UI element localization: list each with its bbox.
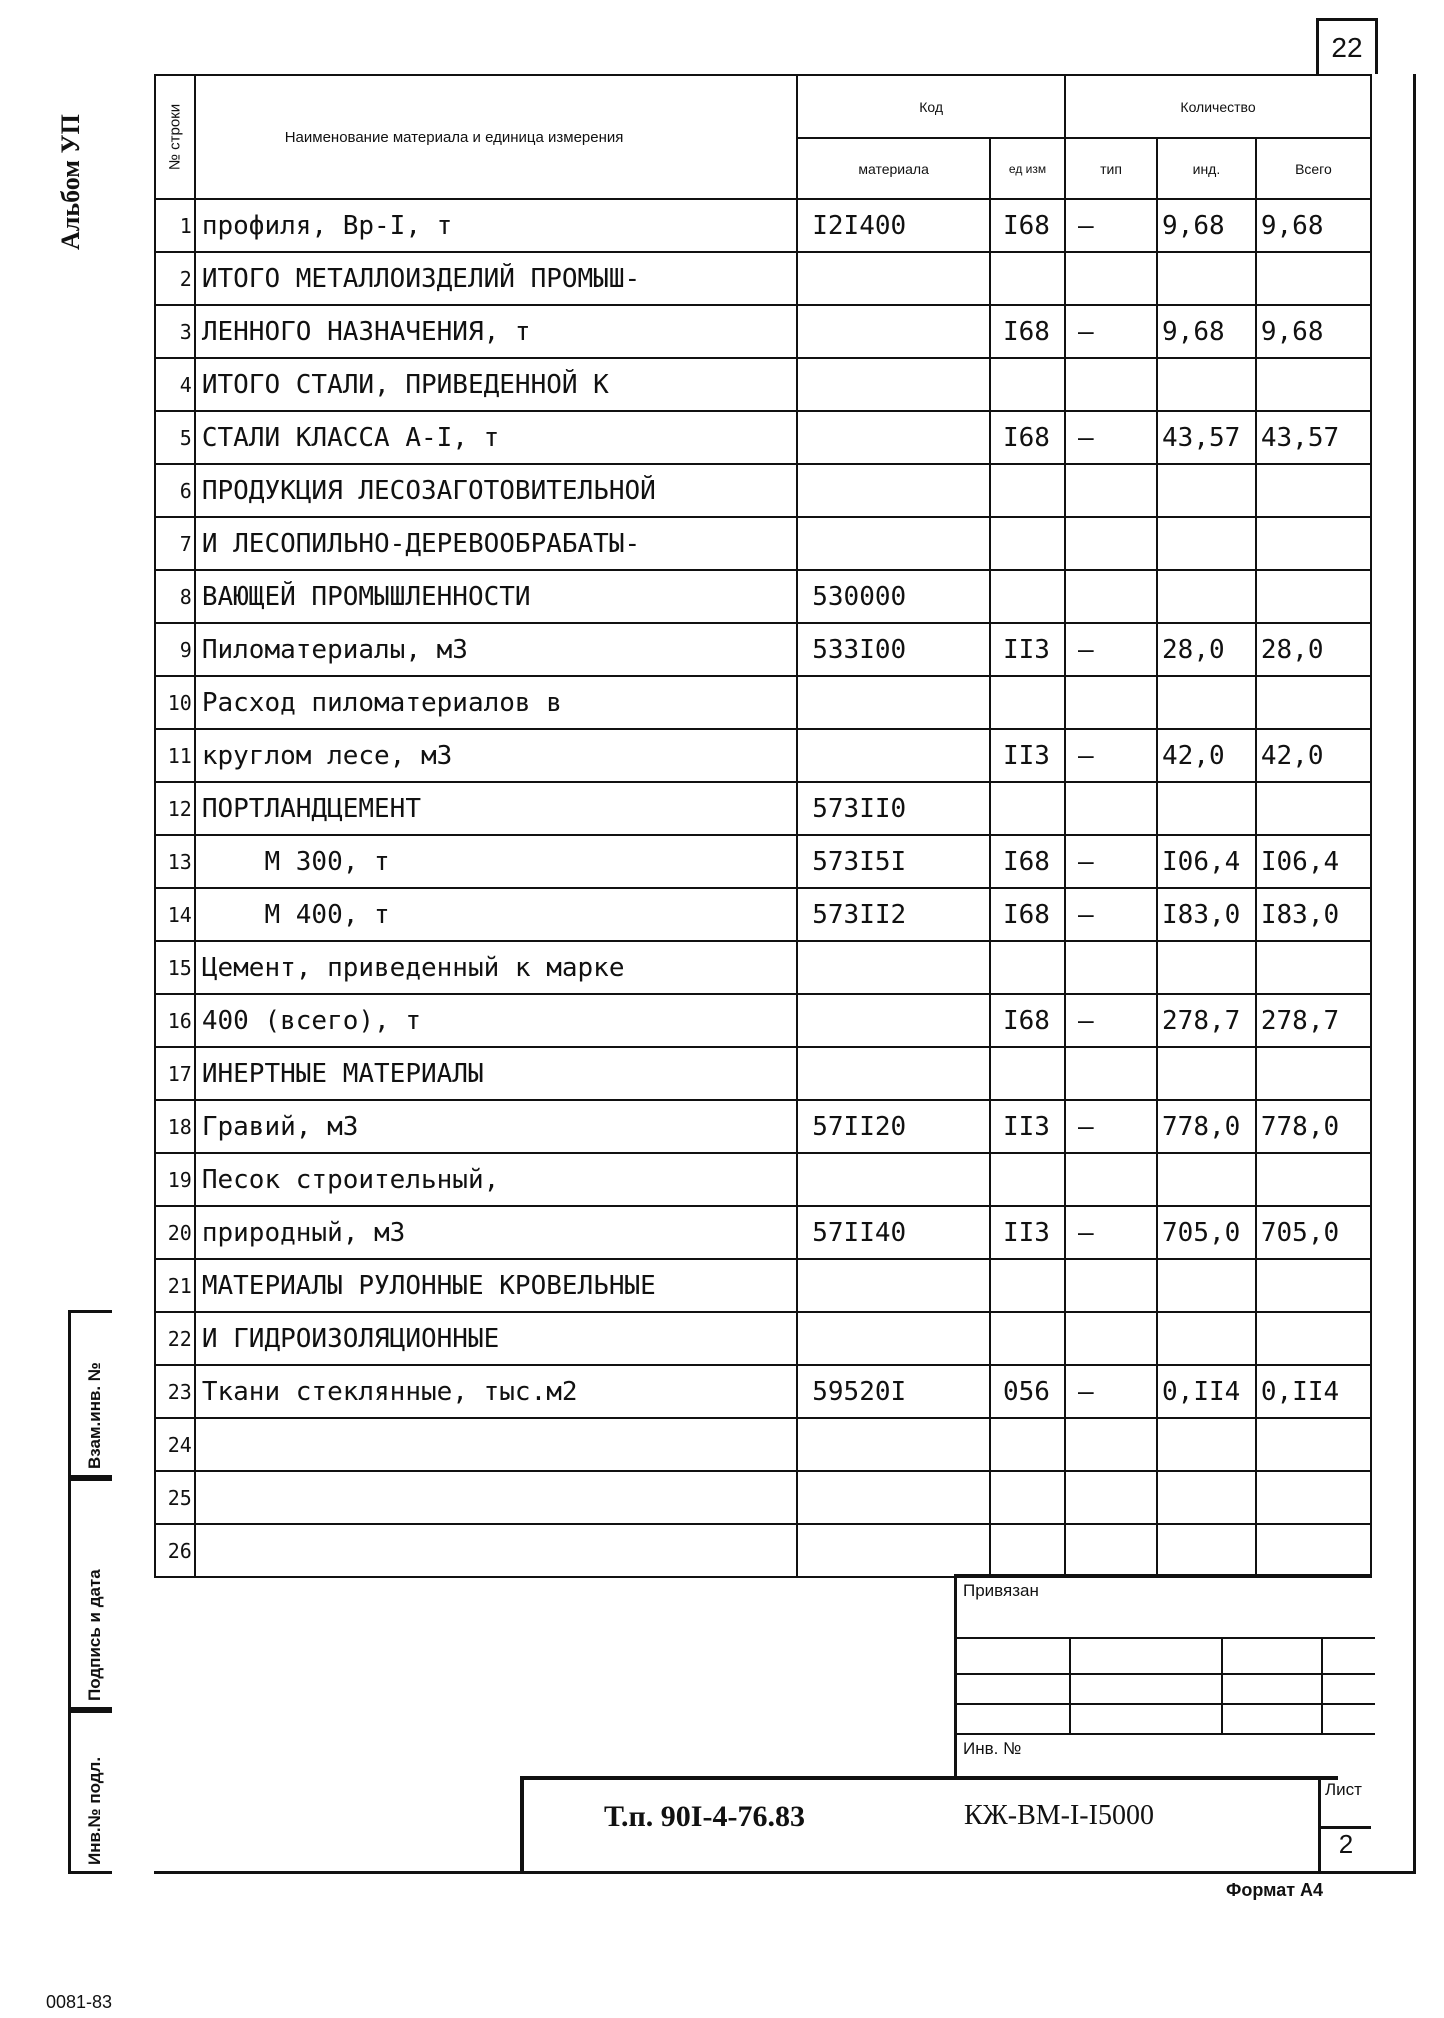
table-row <box>155 570 1371 623</box>
bottom-code: 0081-83 <box>46 1992 113 2012</box>
cell-code: 573II0 <box>797 782 990 835</box>
cell-typ: – <box>1065 199 1157 252</box>
cell-name: профиля, Вр-I, т <box>195 199 797 252</box>
cell-ind <box>1157 517 1256 570</box>
cell-tot <box>1256 517 1371 570</box>
table-row <box>155 1524 1371 1577</box>
cell-code <box>797 729 990 782</box>
cell-name: ИТОГО МЕТАЛЛОИЗДЕЛИЙ ПРОМЫШ- <box>195 252 797 305</box>
cell-unit: II3 <box>990 1100 1065 1153</box>
cell-code: 57II20 <box>797 1100 990 1153</box>
table-row <box>155 358 1371 411</box>
cell-n: 10 <box>155 676 195 729</box>
cell-typ: – <box>1065 1100 1157 1153</box>
table-row <box>155 1153 1371 1206</box>
side-podpis-box <box>68 1478 112 1710</box>
cell-ind <box>1157 782 1256 835</box>
cell-ind <box>1157 676 1256 729</box>
qty-ind-header: инд. <box>1157 138 1256 199</box>
cell-ind <box>1157 1047 1256 1100</box>
cell-typ: – <box>1065 729 1157 782</box>
cell-n: 11 <box>155 729 195 782</box>
cell-ind <box>1157 1524 1256 1577</box>
table-row <box>155 1418 1371 1471</box>
cell-typ <box>1065 570 1157 623</box>
code-header: Код <box>797 75 1065 138</box>
cell-code <box>797 252 990 305</box>
cell-n: 7 <box>155 517 195 570</box>
cell-n: 23 <box>155 1365 195 1418</box>
cell-n: 2 <box>155 252 195 305</box>
cell-typ <box>1065 1312 1157 1365</box>
cell-ind: I83,0 <box>1157 888 1256 941</box>
cell-tot <box>1256 1153 1371 1206</box>
side-vzam-box <box>68 1310 112 1478</box>
cell-ind <box>1157 1153 1256 1206</box>
cell-tot: 9,68 <box>1256 305 1371 358</box>
cell-name: М 400, т <box>195 888 797 941</box>
table-row <box>155 994 1371 1047</box>
table-row <box>155 1365 1371 1418</box>
cell-unit <box>990 1153 1065 1206</box>
cell-unit <box>990 1418 1065 1471</box>
name-header: Наименование материала и единица измерения <box>195 75 797 199</box>
cell-code <box>797 464 990 517</box>
cell-n: 21 <box>155 1259 195 1312</box>
cell-typ <box>1065 782 1157 835</box>
cell-tot <box>1256 1418 1371 1471</box>
cell-code <box>797 1047 990 1100</box>
code-unit-header: ед изм <box>990 138 1065 199</box>
cell-unit: I68 <box>990 199 1065 252</box>
cell-tot: 9,68 <box>1256 199 1371 252</box>
cell-name <box>195 1471 797 1524</box>
cell-n: 19 <box>155 1153 195 1206</box>
cell-tot: 43,57 <box>1256 411 1371 464</box>
cell-n: 15 <box>155 941 195 994</box>
cell-name: М 300, т <box>195 835 797 888</box>
cell-unit <box>990 570 1065 623</box>
cell-typ: – <box>1065 1206 1157 1259</box>
format-label: Формат А4 <box>1226 1880 1324 1900</box>
cell-name: Ткани стеклянные, тыс.м2 <box>195 1365 797 1418</box>
cell-n: 8 <box>155 570 195 623</box>
cell-unit <box>990 1312 1065 1365</box>
cell-name <box>195 1418 797 1471</box>
cell-name: круглом лесе, м3 <box>195 729 797 782</box>
cell-tot <box>1256 1312 1371 1365</box>
cell-ind <box>1157 358 1256 411</box>
table-row <box>155 305 1371 358</box>
cell-n: 3 <box>155 305 195 358</box>
table-row <box>155 199 1371 252</box>
cell-tot: I83,0 <box>1256 888 1371 941</box>
cell-unit: I68 <box>990 994 1065 1047</box>
cell-tot: I06,4 <box>1256 835 1371 888</box>
cell-unit <box>990 358 1065 411</box>
cell-name <box>195 1524 797 1577</box>
cell-n: 26 <box>155 1524 195 1577</box>
cell-n: 5 <box>155 411 195 464</box>
cell-typ <box>1065 1471 1157 1524</box>
cell-name: ЛЕННОГО НАЗНАЧЕНИЯ, т <box>195 305 797 358</box>
cell-n: 14 <box>155 888 195 941</box>
table-row <box>155 252 1371 305</box>
cell-n: 20 <box>155 1206 195 1259</box>
cell-n: 22 <box>155 1312 195 1365</box>
cell-ind: 43,57 <box>1157 411 1256 464</box>
cell-code <box>797 1259 990 1312</box>
cell-tot <box>1256 570 1371 623</box>
cell-typ: – <box>1065 1365 1157 1418</box>
cell-name: Песок строительный, <box>195 1153 797 1206</box>
cell-code <box>797 1524 990 1577</box>
cell-name: ПОРТЛАНДЦЕМЕНТ <box>195 782 797 835</box>
cell-ind <box>1157 1259 1256 1312</box>
cell-ind: 778,0 <box>1157 1100 1256 1153</box>
sheet-box <box>1318 1776 1375 1874</box>
table-row <box>155 941 1371 994</box>
doc-code: КЖ-ВМ-I-I5000 <box>964 1800 1154 1831</box>
cell-typ: – <box>1065 623 1157 676</box>
side-podpis-label: Подпись и дата <box>85 1569 104 1701</box>
cell-code <box>797 358 990 411</box>
cell-name: Гравий, м3 <box>195 1100 797 1153</box>
cell-unit <box>990 252 1065 305</box>
cell-code: 57II40 <box>797 1206 990 1259</box>
cell-tot: 705,0 <box>1256 1206 1371 1259</box>
cell-code <box>797 1418 990 1471</box>
cell-typ: – <box>1065 411 1157 464</box>
cell-name: ПРОДУКЦИЯ ЛЕСОЗАГОТОВИТЕЛЬНОЙ <box>195 464 797 517</box>
cell-typ <box>1065 941 1157 994</box>
cell-ind <box>1157 570 1256 623</box>
cell-code <box>797 941 990 994</box>
cell-typ: – <box>1065 835 1157 888</box>
cell-name: 400 (всего), т <box>195 994 797 1047</box>
qty-type-header: тип <box>1065 138 1157 199</box>
cell-name: природный, м3 <box>195 1206 797 1259</box>
cell-code <box>797 1153 990 1206</box>
table-row <box>155 1100 1371 1153</box>
side-inv-label: Инв.№ подл. <box>85 1756 104 1865</box>
cell-tot <box>1256 1471 1371 1524</box>
cell-typ: – <box>1065 994 1157 1047</box>
cell-typ <box>1065 1524 1157 1577</box>
cell-typ <box>1065 676 1157 729</box>
table-row <box>155 729 1371 782</box>
table-row <box>155 1471 1371 1524</box>
cell-tot <box>1256 252 1371 305</box>
cell-unit <box>990 782 1065 835</box>
cell-code <box>797 305 990 358</box>
cell-code <box>797 676 990 729</box>
table-row <box>155 623 1371 676</box>
cell-n: 16 <box>155 994 195 1047</box>
cell-ind <box>1157 464 1256 517</box>
cell-n: 1 <box>155 199 195 252</box>
title-stamp <box>520 1776 1338 1874</box>
cell-code <box>797 1312 990 1365</box>
qty-total-header: Всего <box>1256 138 1371 199</box>
cell-tot <box>1256 464 1371 517</box>
cell-name: И ЛЕСОПИЛЬНО-ДЕРЕВООБРАБАТЫ- <box>195 517 797 570</box>
table-row <box>155 1259 1371 1312</box>
cell-unit: II3 <box>990 1206 1065 1259</box>
table-row <box>155 1047 1371 1100</box>
cell-typ <box>1065 517 1157 570</box>
cell-unit: I68 <box>990 411 1065 464</box>
cell-unit <box>990 1471 1065 1524</box>
cell-n: 25 <box>155 1471 195 1524</box>
cell-unit: 056 <box>990 1365 1065 1418</box>
cell-n: 9 <box>155 623 195 676</box>
cell-tot <box>1256 782 1371 835</box>
privyazan-box <box>954 1574 1372 1776</box>
cell-ind: 42,0 <box>1157 729 1256 782</box>
cell-unit <box>990 941 1065 994</box>
side-vzam-label: Взам.инв. № <box>85 1362 104 1469</box>
cell-tot: 278,7 <box>1256 994 1371 1047</box>
cell-typ: – <box>1065 305 1157 358</box>
cell-ind <box>1157 1471 1256 1524</box>
table-row <box>155 517 1371 570</box>
cell-n: 13 <box>155 835 195 888</box>
cell-typ <box>1065 1153 1157 1206</box>
table-row <box>155 835 1371 888</box>
cell-tot <box>1256 358 1371 411</box>
cell-name: Цемент, приведенный к марке <box>195 941 797 994</box>
cell-ind: 705,0 <box>1157 1206 1256 1259</box>
table-row <box>155 782 1371 835</box>
cell-tot: 42,0 <box>1256 729 1371 782</box>
table-row <box>155 1312 1371 1365</box>
sheet-label: Лист <box>1325 1780 1362 1799</box>
cell-code <box>797 517 990 570</box>
cell-code <box>797 994 990 1047</box>
cell-tot <box>1256 1524 1371 1577</box>
cell-name: СТАЛИ КЛАССА А-I, т <box>195 411 797 464</box>
cell-code: 530000 <box>797 570 990 623</box>
row-no-header: № строки <box>155 75 195 199</box>
cell-unit: I68 <box>990 835 1065 888</box>
cell-n: 4 <box>155 358 195 411</box>
cell-typ <box>1065 1047 1157 1100</box>
inv-no-label: Инв. № <box>963 1739 1022 1758</box>
cell-code: 573II2 <box>797 888 990 941</box>
cell-ind: 9,68 <box>1157 199 1256 252</box>
cell-unit: II3 <box>990 623 1065 676</box>
table-row <box>155 888 1371 941</box>
privyazan-label: Привязан <box>963 1581 1039 1600</box>
cell-typ: – <box>1065 888 1157 941</box>
cell-typ <box>1065 358 1157 411</box>
cell-n: 24 <box>155 1418 195 1471</box>
cell-unit <box>990 464 1065 517</box>
cell-name: ИНЕРТНЫЕ МАТЕРИАЛЫ <box>195 1047 797 1100</box>
cell-unit: II3 <box>990 729 1065 782</box>
cell-typ <box>1065 1418 1157 1471</box>
cell-ind <box>1157 1418 1256 1471</box>
cell-n: 17 <box>155 1047 195 1100</box>
cell-ind: 278,7 <box>1157 994 1256 1047</box>
cell-code: 533I00 <box>797 623 990 676</box>
code-material-header: материала <box>797 138 990 199</box>
doc-number: Т.п. 90I-4-76.83 <box>604 1800 805 1833</box>
cell-unit <box>990 517 1065 570</box>
cell-name: ИТОГО СТАЛИ, ПРИВЕДЕННОЙ К <box>195 358 797 411</box>
cell-name: И ГИДРОИЗОЛЯЦИОННЫЕ <box>195 1312 797 1365</box>
cell-n: 6 <box>155 464 195 517</box>
cell-typ <box>1065 464 1157 517</box>
cell-unit: I68 <box>990 305 1065 358</box>
cell-code: I2I400 <box>797 199 990 252</box>
page-number: 22 <box>1316 18 1378 74</box>
cell-unit <box>990 676 1065 729</box>
cell-code: 59520I <box>797 1365 990 1418</box>
cell-tot: 0,II4 <box>1256 1365 1371 1418</box>
cell-typ <box>1065 252 1157 305</box>
album-label: Альбом УП <box>56 114 85 250</box>
cell-code <box>797 411 990 464</box>
cell-unit <box>990 1259 1065 1312</box>
cell-name: Расход пиломатериалов в <box>195 676 797 729</box>
cell-name: МАТЕРИАЛЫ РУЛОННЫЕ КРОВЕЛЬНЫЕ <box>195 1259 797 1312</box>
cell-ind: 28,0 <box>1157 623 1256 676</box>
cell-tot <box>1256 676 1371 729</box>
cell-code <box>797 1471 990 1524</box>
cell-tot <box>1256 941 1371 994</box>
table-row <box>155 411 1371 464</box>
qty-header: Количество <box>1065 75 1371 138</box>
table-row <box>155 464 1371 517</box>
table-row <box>155 1206 1371 1259</box>
cell-ind <box>1157 252 1256 305</box>
cell-name: ВАЮЩЕЙ ПРОМЫШЛЕННОСТИ <box>195 570 797 623</box>
cell-tot <box>1256 1047 1371 1100</box>
cell-n: 12 <box>155 782 195 835</box>
cell-tot <box>1256 1259 1371 1312</box>
cell-ind: I06,4 <box>1157 835 1256 888</box>
cell-name: Пиломатериалы, м3 <box>195 623 797 676</box>
cell-ind <box>1157 1312 1256 1365</box>
cell-tot: 28,0 <box>1256 623 1371 676</box>
cell-ind: 9,68 <box>1157 305 1256 358</box>
cell-typ <box>1065 1259 1157 1312</box>
cell-unit <box>990 1524 1065 1577</box>
sheet-number: 2 <box>1321 1826 1371 1860</box>
cell-ind: 0,II4 <box>1157 1365 1256 1418</box>
materials-table <box>154 74 1372 1578</box>
table-row <box>155 676 1371 729</box>
cell-ind <box>1157 941 1256 994</box>
cell-unit: I68 <box>990 888 1065 941</box>
side-inv-box <box>68 1710 112 1874</box>
cell-unit <box>990 1047 1065 1100</box>
cell-code: 573I5I <box>797 835 990 888</box>
cell-n: 18 <box>155 1100 195 1153</box>
cell-tot: 778,0 <box>1256 1100 1371 1153</box>
